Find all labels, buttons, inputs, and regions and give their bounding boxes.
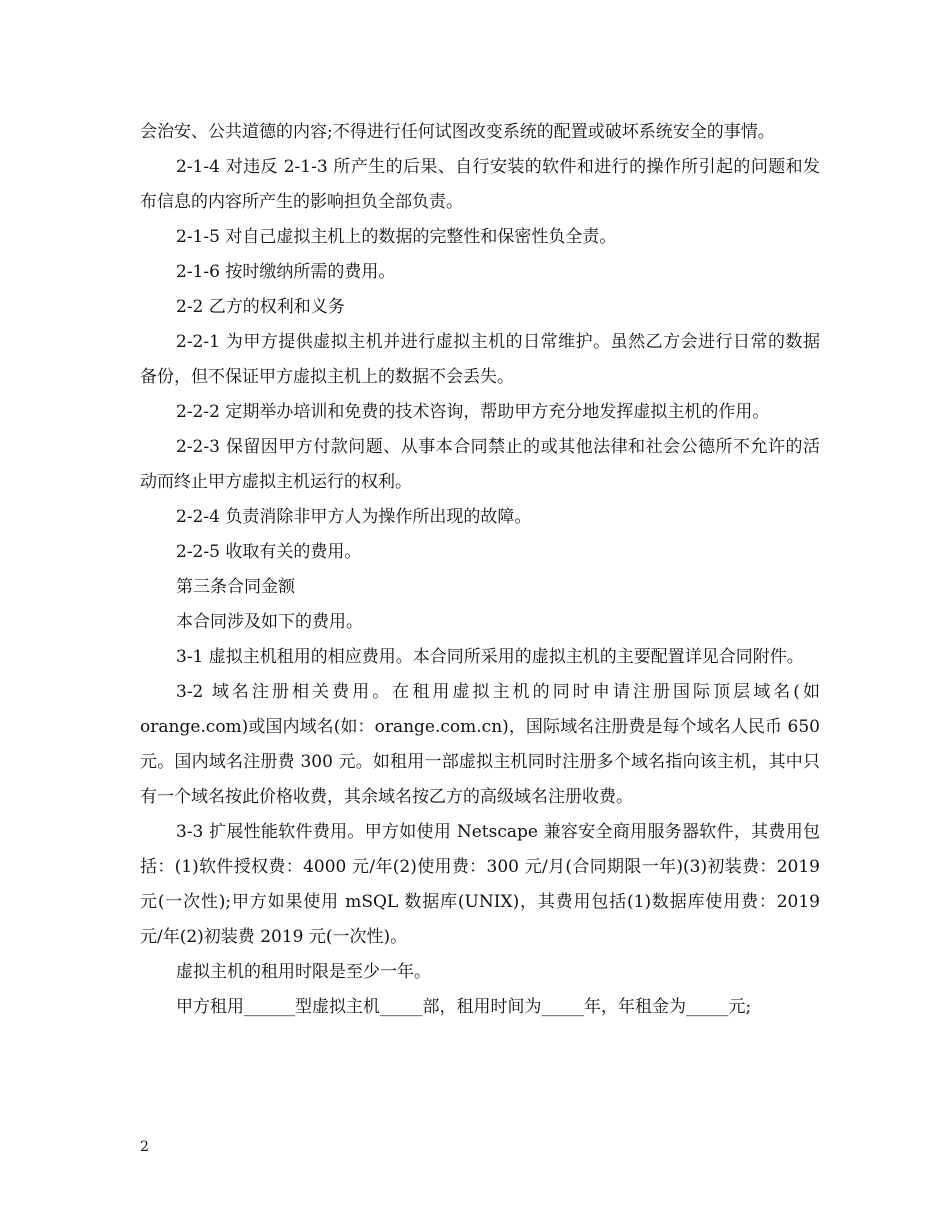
paragraph-14: 3-3 扩展性能软件费用。甲方如使用 Netscape 兼容安全商用服务器软件，其费用包括：(1)软件授权费：4000 元/年(2)使用费：300 元/月(合同期限一年)(3)初装费：2019 元(一次性);甲方如果使用 mSQL 数据库(UNIX)，其费用包括(1)数据库使用费：2019 元/年(2)初装费 2019 元(一次性)。 <box>140 822 820 947</box>
paragraph-1: 2-1-4 对违反 2-1-3 所产生的后果、自行安装的软件和进行的操作所引起的问题和发布信息的内容所产生的影响担负全部负责。 <box>140 157 820 212</box>
paragraph-13: 3-2 域名注册相关费用。在租用虚拟主机的同时申请注册国际顶层域名(如 orange.com)或国内域名(如：orange.com.cn)，国际域名注册费是每个域名人民币 650 元。国内域名注册费 300 元。如租用一部虚拟主机同时注册多个域名指向该主机，其中只有一个域名按此价格收费，其余域名按乙方的高级域名注册收费。 <box>140 682 820 807</box>
section-heading-article-3: 第三条合同金额 <box>176 577 295 597</box>
paragraph-9: 2-2-5 收取有关的费用。 <box>176 542 362 562</box>
section-heading-2-2: 2-2 乙方的权利和义务 <box>176 297 345 317</box>
paragraph-12: 3-1 虚拟主机租用的相应费用。本合同所采用的虚拟主机的主要配置详见合同附件。 <box>176 647 804 667</box>
paragraph-5: 2-2-1 为甲方提供虚拟主机并进行虚拟主机的日常维护。虽然乙方会进行日常的数据备份，但不保证甲方虚拟主机上的数据不会丢失。 <box>140 332 820 387</box>
page-number: 2 <box>140 1139 149 1155</box>
document-body <box>140 115 820 1025</box>
paragraph-16: 甲方租用______型虚拟主机_____部，租用时间为_____年，年租金为_____元; <box>176 997 752 1017</box>
paragraph-7: 2-2-3 保留因甲方付款问题、从事本合同禁止的或其他法律和社会公德所不允许的活动而终止甲方虚拟主机运行的权利。 <box>140 437 820 492</box>
paragraph-3: 2-1-6 按时缴纳所需的费用。 <box>176 262 396 282</box>
paragraph-11: 本合同涉及如下的费用。 <box>176 612 363 632</box>
paragraph-6: 2-2-2 定期举办培训和免费的技术咨询，帮助甲方充分地发挥虚拟主机的作用。 <box>176 402 770 422</box>
paragraph-8: 2-2-4 负责消除非甲方人为操作所出现的故障。 <box>176 507 532 527</box>
paragraph-15: 虚拟主机的租用时限是至少一年。 <box>176 962 431 982</box>
paragraph-2: 2-1-5 对自己虚拟主机上的数据的完整性和保密性负全责。 <box>176 227 617 247</box>
paragraph-0: 会治安、公共道德的内容;不得进行任何试图改变系统的配置或破坏系统安全的事情。 <box>140 122 775 142</box>
